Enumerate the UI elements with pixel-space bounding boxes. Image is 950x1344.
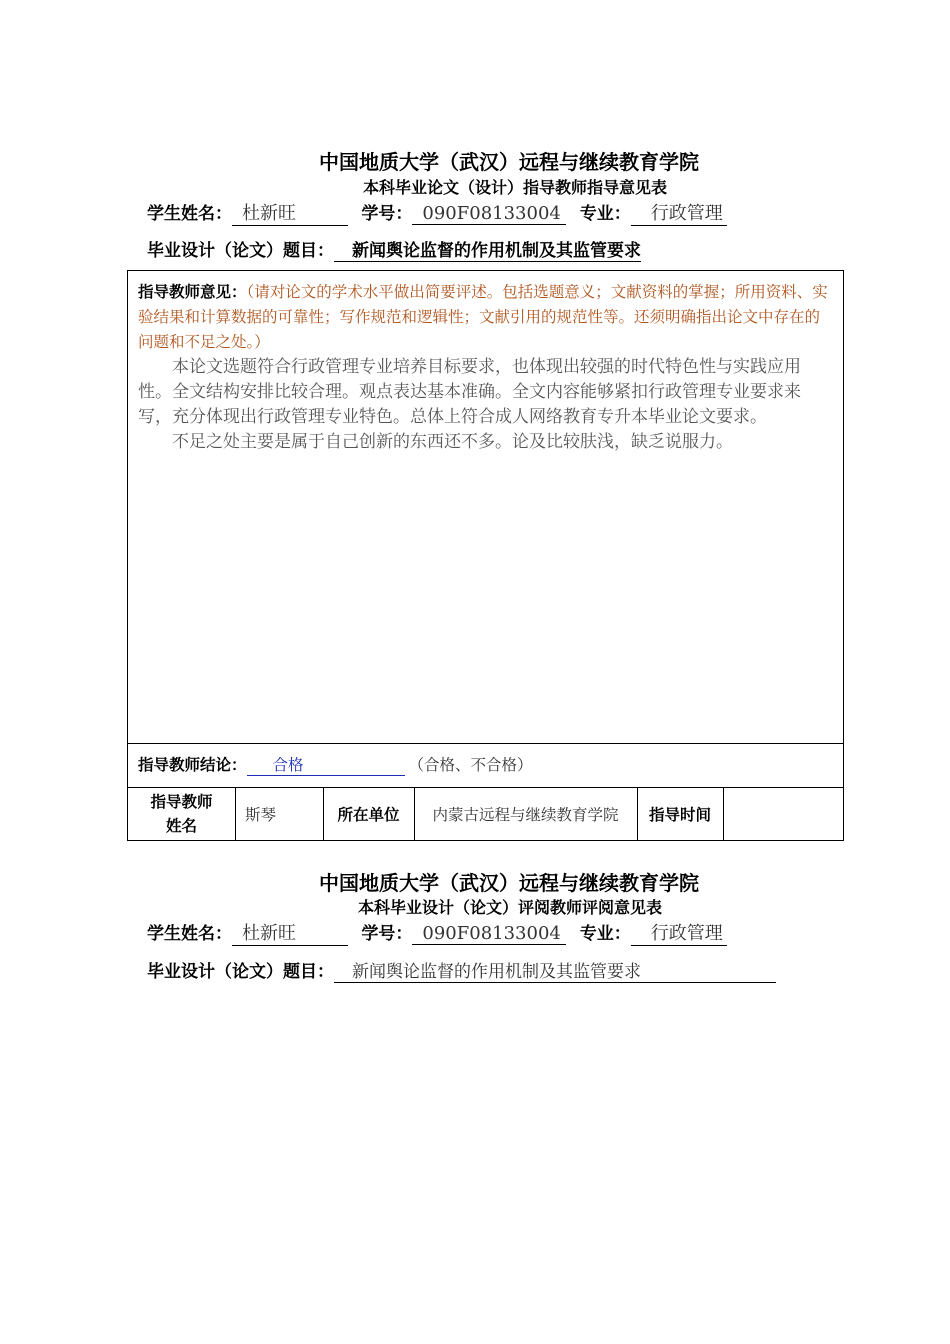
student-name-label: 学生姓名： xyxy=(147,204,232,224)
opinion-section xyxy=(138,279,833,455)
student-id-value: 090F08133004 xyxy=(412,923,566,945)
unit-label: 所在单位 xyxy=(337,805,400,824)
unit-value: 内蒙古远程与继续教育学院 xyxy=(432,806,619,824)
advisor-name-label-line2: 姓名 xyxy=(165,816,197,835)
conclusion-value: 合格 xyxy=(247,753,405,776)
institution-title: 中国地质大学（武汉）远程与继续教育学院 xyxy=(319,150,699,174)
form-title: 本科毕业论文（设计）指导教师指导意见表 xyxy=(362,178,667,197)
conclusion-label: 指导教师结论： xyxy=(138,755,247,774)
student-id-label: 学号： xyxy=(361,924,413,944)
cell-border xyxy=(235,787,236,840)
topic-label: 毕业设计（论文）题目： xyxy=(147,241,334,261)
student-name-label: 学生姓名： xyxy=(147,924,232,944)
student-info-line-2 xyxy=(147,919,727,946)
topic-value: 新闻舆论监督的作用机制及其监管要求 xyxy=(334,957,776,983)
opinion-label: 指导教师意见： xyxy=(138,282,247,301)
time-value xyxy=(723,787,844,841)
student-name-value: 杜新旺 xyxy=(232,199,348,226)
major-label: 专业： xyxy=(579,924,631,944)
conclusion-row xyxy=(138,753,533,776)
institution-title-2: 中国地质大学（武汉）远程与继续教育学院 xyxy=(319,871,699,895)
topic-value: 新闻舆论监督的作用机制及其监管要求 xyxy=(334,236,641,262)
advisor-opinion-table xyxy=(127,270,844,841)
major-value: 行政管理 xyxy=(631,919,727,946)
advisor-name-value: 斯琴 xyxy=(245,806,277,824)
advisor-name-label-line1: 指导教师 xyxy=(150,792,213,811)
topic-line-2 xyxy=(147,957,776,983)
conclusion-options: （合格、不合格） xyxy=(408,756,533,774)
student-info-line xyxy=(147,199,727,226)
topic-label: 毕业设计（论文）题目： xyxy=(147,962,334,982)
opinion-paragraph-2: 不足之处主要是属于自己创新的东西还不多。论及比较肤浅，缺乏说服力。 xyxy=(172,432,733,452)
major-value: 行政管理 xyxy=(631,199,727,226)
student-id-value: 090F08133004 xyxy=(412,203,566,225)
student-name-value: 杜新旺 xyxy=(232,919,348,946)
divider xyxy=(128,743,843,744)
opinion-paragraph-1: 本论文选题符合行政管理专业培养目标要求，也体现出较强的时代特色性与实践应用性。全文结构安排比较合理。观点表达基本准确。全文内容能够紧扣行政管理专业要求来写，充分体现出行政管理专业特色。总体上符合成人网络教育专升本毕业论文要求。 xyxy=(138,357,801,427)
opinion-instruction: （请对论文的学术水平做出简要评述。包括选题意义；文献资料的掌握；所用资料、实验结果和计算数据的可靠性；写作规范和逻辑性；文献引用的规范性等。还须明确指出论文中存在的问题和不足之处。） xyxy=(138,283,828,351)
form-title-2: 本科毕业设计（论文）评阅教师评阅意见表 xyxy=(357,898,662,917)
student-id-label: 学号： xyxy=(361,204,413,224)
advisor-name-label xyxy=(128,787,235,841)
topic-line xyxy=(147,236,641,262)
major-label: 专业： xyxy=(579,204,631,224)
time-label: 指导时间 xyxy=(648,805,711,824)
